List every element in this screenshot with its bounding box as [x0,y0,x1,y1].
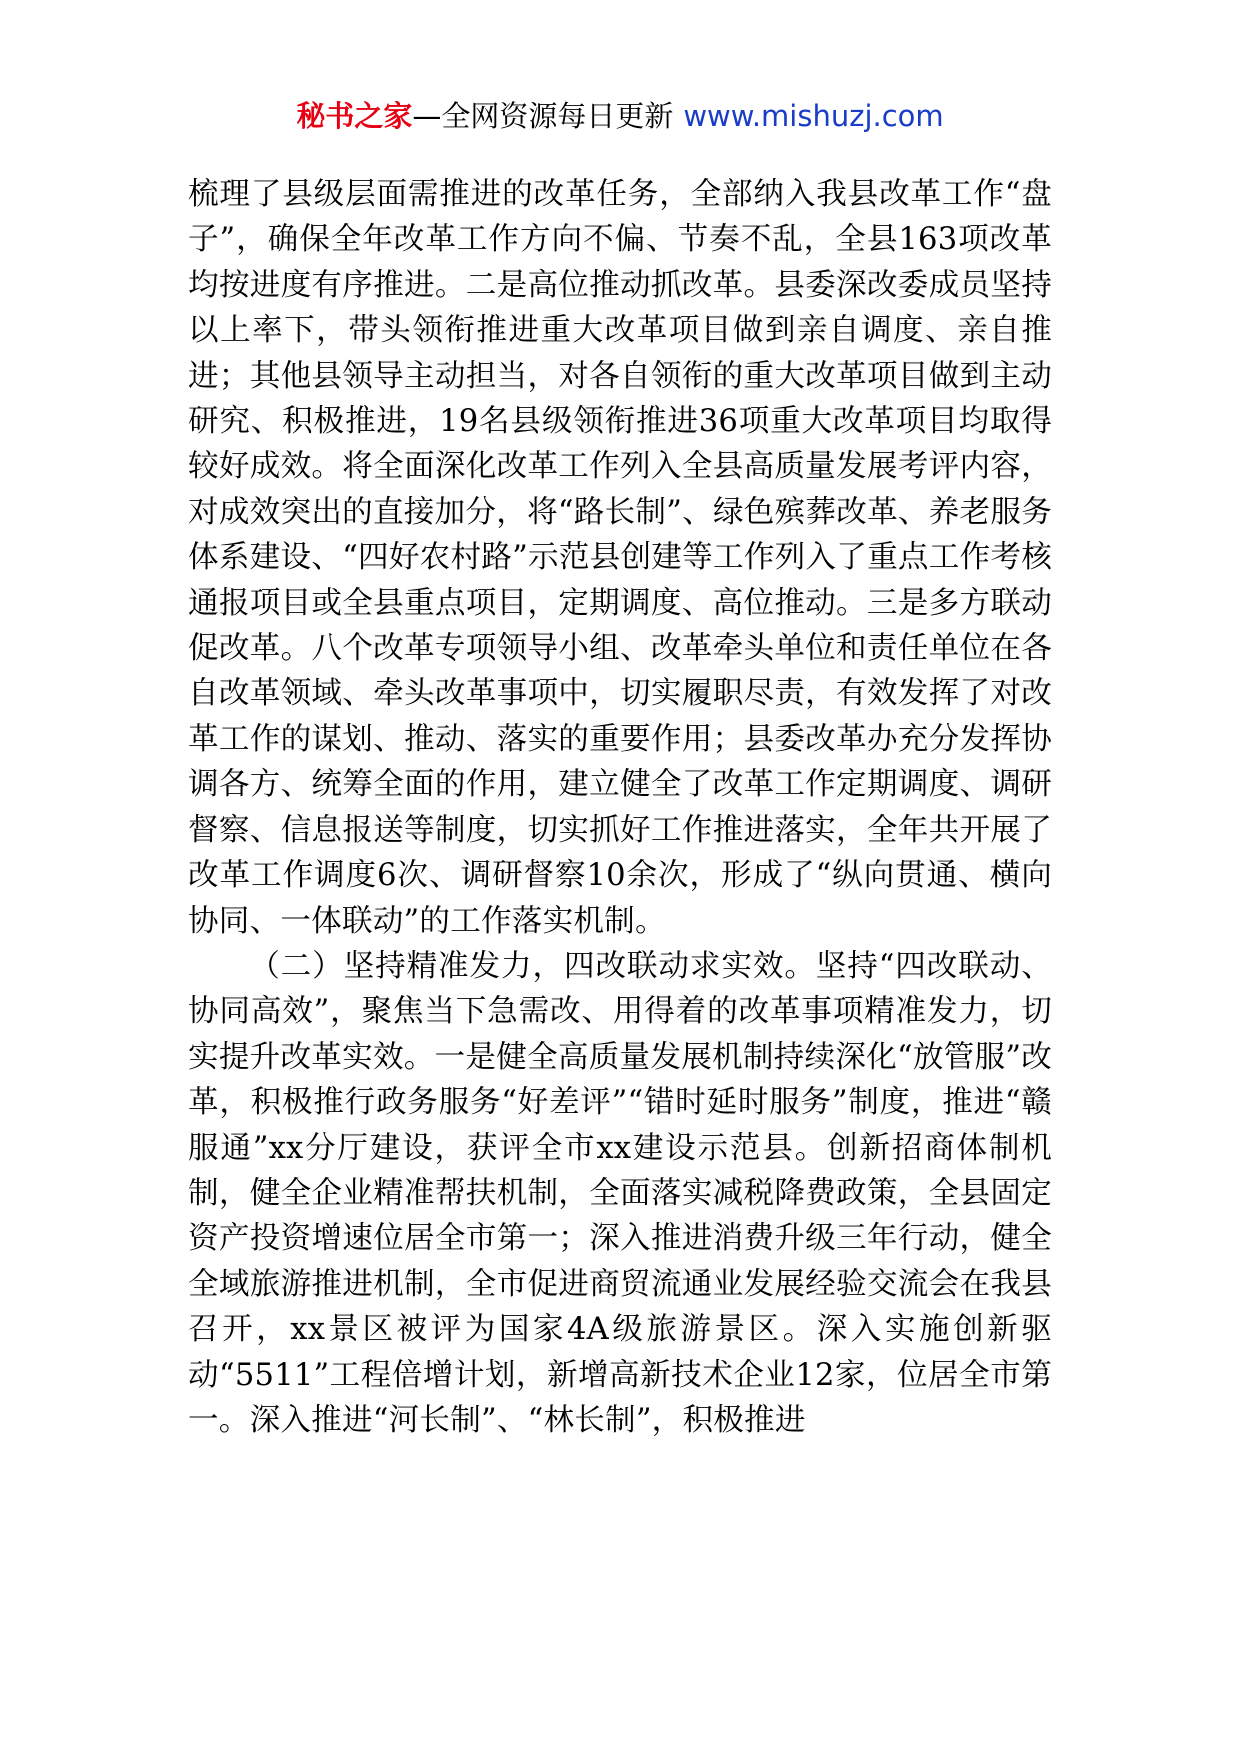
site-header [0,96,1240,136]
brand-name: 秘书之家 [296,99,413,133]
document-body [188,172,1052,1443]
site-tagline: —全网资源每日更新 [412,99,674,133]
site-url-link[interactable]: www.mishuzj.com [683,99,944,133]
paragraph-continued: 梳理了县级层面需推进的改革任务，全部纳入我县改革工作“盘子”，确保全年改革工作方向不偏、节奏不乱，全县163项改革均按进度有序推进。二是高位推动抓改革。县委深改委成员坚持以上率下，带头领衔推进重大改革项目做到亲自调度、亲自推进；其他县领导主动担当，对各自领衔的重大改革项目做到主动研究、积极推进，19名县级领衔推进36项重大改革项目均取得较好成效。将全面深化改革工作列入全县高质量发展考评内容，对成效突出的直接加分，将“路长制”、绿色殡葬改革、养老服务体系建设、“四好农村路”示范县创建等工作列入了重点工作考核通报项目或全县重点项目，定期调度、高位推动。三是多方联动促改革。八个改革专项领导小组、改革牵头单位和责任单位在各自改革领域、牵头改革事项中，切实履职尽责，有效发挥了对改革工作的谋划、推动、落实的重要作用；县委改革办充分发挥协调各方、统筹全面的作用，建立健全了改革工作定期调度、调研督察、信息报送等制度，切实抓好工作推进落实，全年共开展了改革工作调度6次、调研督察10余次，形成了“纵向贯通、横向协同、一体联动”的工作落实机制。 [188,177,1052,939]
paragraph-section-two: （二）坚持精准发力，四改联动求实效。坚持“四改联动、协同高效”，聚焦当下急需改、用得着的改革事项精准发力，切实提升改革实效。一是健全高质量发展机制持续深化“放管服”改革，积极推行政务服务“好差评”“错时延时服务”制度，推进“赣服通”xx分厅建设，获评全市xx建设示范县。创新招商体制机制，健全企业精准帮扶机制，全面落实减税降费政策，全县固定资产投资增速位居全市第一；深入推进消费升级三年行动，健全全域旅游推进机制，全市促进商贸流通业发展经验交流会在我县召开，xx景区被评为国家4A级旅游景区。深入实施创新驱动“5511”工程倍增计划，新增高新技术企业12家，位居全市第一。深入推进“河长制”、“林长制”，积极推进 [188,948,1052,1438]
